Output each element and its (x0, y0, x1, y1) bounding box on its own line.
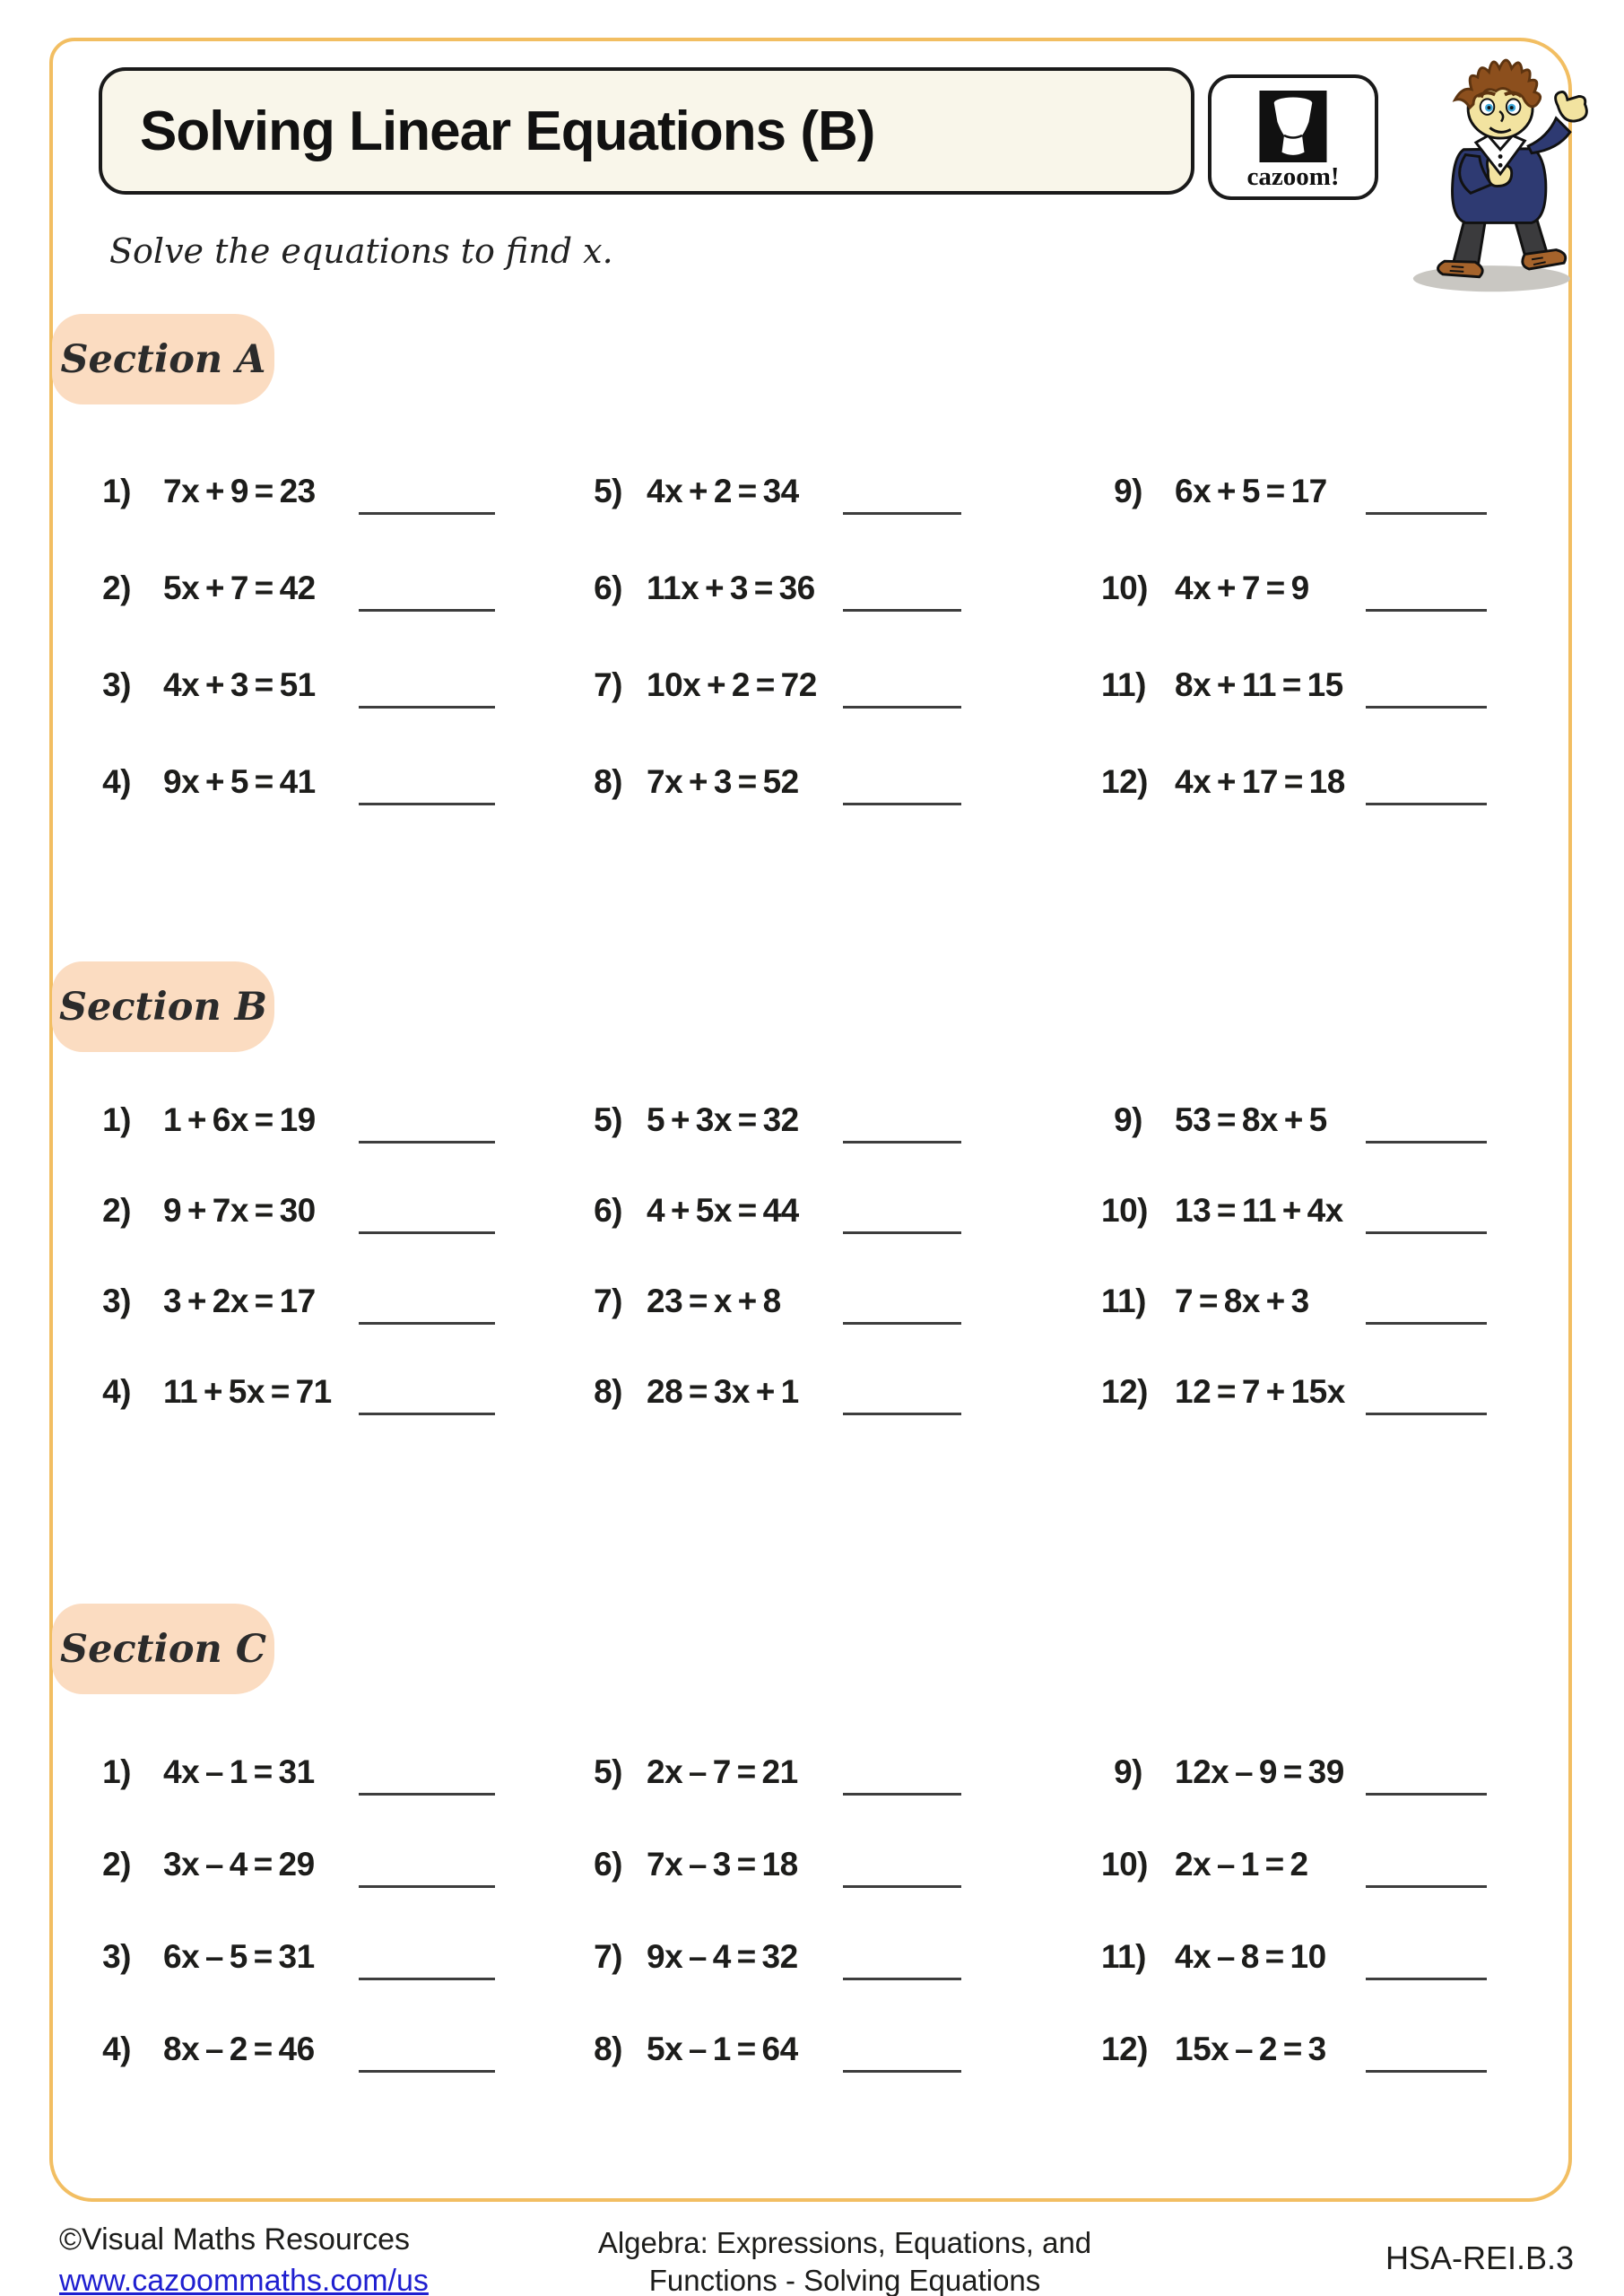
question-row (90, 2031, 581, 2123)
question-number: 10) (1101, 570, 1148, 606)
answer-line[interactable] (843, 609, 961, 612)
answer-line[interactable] (359, 706, 495, 709)
question-number: 2) (102, 1192, 131, 1229)
question-row (90, 666, 581, 763)
answer-line[interactable] (1366, 1322, 1487, 1325)
djembe-drum-icon (1259, 91, 1327, 162)
answer-line[interactable] (359, 2070, 495, 2073)
answer-line[interactable] (843, 1978, 961, 1980)
question-row (1101, 1101, 1612, 1192)
footer-subject (594, 2224, 1096, 2296)
answer-line[interactable] (1366, 609, 1487, 612)
answer-line[interactable] (359, 1885, 495, 1888)
equation-text: 9 + 7x = 30 (163, 1192, 316, 1229)
logo-wordmark: cazoom! (1246, 162, 1340, 191)
equation-text: 4x – 1 = 31 (163, 1753, 315, 1790)
question-row (1101, 763, 1612, 860)
footer-left (59, 2219, 429, 2296)
section-c-heading: Section C (52, 1604, 274, 1694)
question-row (90, 1373, 581, 1464)
answer-line[interactable] (843, 803, 961, 805)
equation-text: 5x + 7 = 42 (163, 570, 316, 606)
answer-line[interactable] (359, 1978, 495, 1980)
question-number: 9) (1114, 473, 1142, 509)
question-row (581, 763, 1101, 860)
equation-text: 9x – 4 = 32 (647, 1938, 798, 1975)
equation-text: 1 + 6x = 19 (163, 1101, 316, 1138)
question-row (90, 1101, 581, 1192)
standard-code: HSA-REI.B.3 (1385, 2239, 1574, 2276)
question-number: 6) (594, 1192, 622, 1229)
question-number: 2) (102, 570, 131, 606)
answer-line[interactable] (359, 1231, 495, 1234)
question-number: 1) (102, 473, 131, 509)
question-number: 12) (1101, 1373, 1148, 1410)
answer-line[interactable] (359, 803, 495, 805)
answer-line[interactable] (359, 1141, 495, 1144)
equation-text: 4x + 7 = 9 (1175, 570, 1309, 606)
question-row (581, 2031, 1101, 2123)
question-number: 4) (102, 2031, 131, 2067)
question-number: 10) (1101, 1192, 1148, 1229)
answer-line[interactable] (1366, 706, 1487, 709)
answer-line[interactable] (1366, 1141, 1487, 1144)
website-link[interactable]: www.cazoommaths.com/us (59, 2260, 429, 2296)
question-number: 1) (102, 1753, 131, 1790)
question-row (581, 1753, 1101, 1846)
answer-line[interactable] (843, 512, 961, 515)
question-number: 11) (1101, 1283, 1146, 1319)
equation-text: 3 + 2x = 17 (163, 1283, 316, 1319)
equation-text: 4x + 3 = 51 (163, 666, 316, 703)
title-bar (99, 67, 1194, 195)
equation-text: 5x – 1 = 64 (647, 2031, 798, 2067)
question-row (1101, 1192, 1612, 1283)
question-number: 9) (1114, 1753, 1142, 1790)
equation-text: 4x – 8 = 10 (1175, 1938, 1326, 1975)
question-row (90, 473, 581, 570)
question-row (90, 1938, 581, 2031)
question-row (1101, 1283, 1612, 1373)
answer-line[interactable] (1366, 1231, 1487, 1234)
question-row (90, 570, 581, 666)
question-number: 10) (1101, 1846, 1148, 1883)
answer-line[interactable] (843, 2070, 961, 2073)
section-b-questions (90, 1101, 1614, 1464)
question-row (1101, 666, 1612, 763)
question-row (1101, 570, 1612, 666)
equation-text: 7x + 9 = 23 (163, 473, 316, 509)
question-number: 8) (594, 1373, 622, 1410)
instruction-text: Solve the equations to find x. (109, 231, 613, 271)
question-row (581, 570, 1101, 666)
subject-line-1: Algebra: Expressions, Equations, and (597, 2226, 1092, 2259)
answer-line[interactable] (1366, 1413, 1487, 1415)
answer-line[interactable] (1366, 512, 1487, 515)
answer-line[interactable] (843, 1231, 961, 1234)
question-number: 11) (1101, 666, 1146, 703)
equation-text: 5 + 3x = 32 (647, 1101, 799, 1138)
equation-text: 12 = 7 + 15x (1175, 1373, 1345, 1410)
question-row (581, 1938, 1101, 2031)
question-row (1101, 473, 1612, 570)
question-row (581, 473, 1101, 570)
equation-text: 7 = 8x + 3 (1175, 1283, 1309, 1319)
equation-text: 9x + 5 = 41 (163, 763, 316, 800)
answer-line[interactable] (843, 1413, 961, 1415)
question-row (90, 1192, 581, 1283)
equation-text: 6x + 5 = 17 (1175, 473, 1327, 509)
equation-text: 2x – 7 = 21 (647, 1753, 798, 1790)
question-number: 12) (1101, 763, 1148, 800)
answer-line[interactable] (359, 1413, 495, 1415)
question-number: 1) (102, 1101, 131, 1138)
answer-line[interactable] (1366, 2070, 1487, 2073)
equation-text: 2x – 1 = 2 (1175, 1846, 1308, 1883)
question-number: 2) (102, 1846, 131, 1883)
answer-line[interactable] (1366, 1978, 1487, 1980)
question-number: 12) (1101, 2031, 1148, 2067)
question-row (581, 1373, 1101, 1464)
answer-line[interactable] (359, 1322, 495, 1325)
question-number: 3) (102, 666, 131, 703)
section-a-questions (90, 473, 1614, 860)
section-b-heading: Section B (52, 961, 274, 1052)
question-row (1101, 1753, 1612, 1846)
question-row (581, 1846, 1101, 1938)
question-row (581, 1101, 1101, 1192)
question-number: 7) (594, 666, 622, 703)
equation-text: 8x – 2 = 46 (163, 2031, 315, 2067)
question-number: 8) (594, 763, 622, 800)
question-row (1101, 1373, 1612, 1464)
question-row (90, 763, 581, 860)
question-row (90, 1753, 581, 1846)
question-number: 4) (102, 763, 131, 800)
answer-line[interactable] (1366, 1793, 1487, 1796)
question-number: 5) (594, 1101, 622, 1138)
equation-text: 11x + 3 = 36 (647, 570, 815, 606)
answer-line[interactable] (843, 1141, 961, 1144)
answer-line[interactable] (1366, 1885, 1487, 1888)
question-number: 4) (102, 1373, 131, 1410)
equation-text: 4 + 5x = 44 (647, 1192, 799, 1229)
question-row (1101, 1938, 1612, 2031)
answer-line[interactable] (359, 512, 495, 515)
question-number: 3) (102, 1283, 131, 1319)
answer-line[interactable] (359, 609, 495, 612)
question-row (581, 1192, 1101, 1283)
section-c-questions (90, 1753, 1614, 2123)
question-number: 5) (594, 473, 622, 509)
question-number: 7) (594, 1283, 622, 1319)
equation-text: 6x – 5 = 31 (163, 1938, 315, 1975)
question-number: 5) (594, 1753, 622, 1790)
cartoon-boy-mascot (1392, 47, 1614, 300)
subject-line-2: Functions - Solving Equations (648, 2264, 1041, 2296)
equation-text: 12x – 9 = 39 (1175, 1753, 1344, 1790)
equation-text: 4x + 17 = 18 (1175, 763, 1345, 800)
question-row (581, 1283, 1101, 1373)
equation-text: 23 = x + 8 (647, 1283, 781, 1319)
equation-text: 15x – 2 = 3 (1175, 2031, 1326, 2067)
answer-line[interactable] (843, 706, 961, 709)
question-number: 7) (594, 1938, 622, 1975)
equation-text: 10x + 2 = 72 (647, 666, 817, 703)
equation-text: 8x + 11 = 15 (1175, 666, 1343, 703)
equation-text: 28 = 3x + 1 (647, 1373, 799, 1410)
question-row (90, 1283, 581, 1373)
page-title: Solving Linear Equations (B) (140, 100, 875, 162)
copyright-text: ©Visual Maths Resources (59, 2222, 411, 2257)
question-number: 9) (1114, 1101, 1142, 1138)
answer-line[interactable] (843, 1885, 961, 1888)
answer-line[interactable] (1366, 803, 1487, 805)
question-number: 11) (1101, 1938, 1146, 1975)
question-number: 3) (102, 1938, 131, 1975)
equation-text: 4x + 2 = 34 (647, 473, 799, 509)
equation-text: 7x + 3 = 52 (647, 763, 799, 800)
equation-text: 11 + 5x = 71 (163, 1373, 332, 1410)
section-a-heading: Section A (52, 314, 274, 404)
question-row (1101, 2031, 1612, 2123)
question-row (90, 1846, 581, 1938)
question-number: 6) (594, 1846, 622, 1883)
question-number: 8) (594, 2031, 622, 2067)
question-number: 6) (594, 570, 622, 606)
equation-text: 13 = 11 + 4x (1175, 1192, 1343, 1229)
question-row (1101, 1846, 1612, 1938)
cazoom-logo (1208, 74, 1378, 200)
equation-text: 3x – 4 = 29 (163, 1846, 315, 1883)
equation-text: 7x – 3 = 18 (647, 1846, 798, 1883)
answer-line[interactable] (359, 1793, 495, 1796)
answer-line[interactable] (843, 1322, 961, 1325)
answer-line[interactable] (843, 1793, 961, 1796)
question-row (581, 666, 1101, 763)
equation-text: 53 = 8x + 5 (1175, 1101, 1327, 1138)
